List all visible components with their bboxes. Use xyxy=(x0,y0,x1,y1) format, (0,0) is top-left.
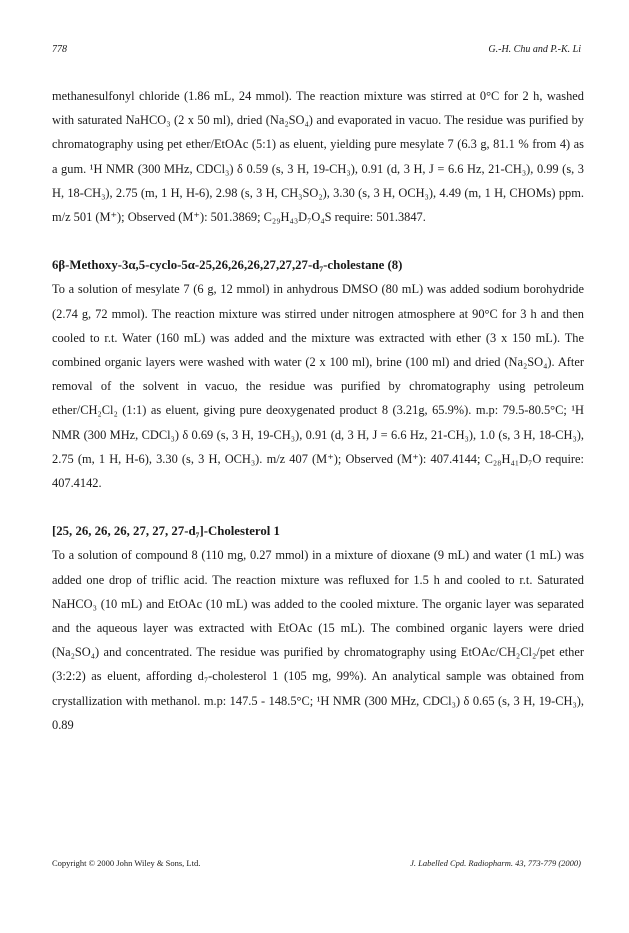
spacer xyxy=(52,495,584,507)
heading-cholesterol-1: [25, 26, 26, 26, 27, 27, 27-d₇]-Cholesterol 1 xyxy=(52,524,280,539)
paragraph-cholesterol-1: To a solution of compound 8 (110 mg, 0.27 mmol) in a mixture of dioxane (9 mL) and water (1 mL) was added one drop of triflic acid. The reaction mixture was refluxed for 1.5 h and cooled to r.t. Saturated NaHCO₃ (10 mL) and EtOAc (10 mL) was added to the cooled mixture. The organic layer was separated and the aqueous layer was extracted with EtOAc (15 mL). The combined organic layers were dried (Na₂SO₄) and concentrated. The residue was purified by chromatography using EtOAc/CH₂Cl₂/pet ether (3:2:2) as eluent, affording d₇-cholesterol 1 (105 mg, 99%). An analytical sample was obtained from crystallization with methanol. m.p: 147.5 - 148.5°C; ¹H NMR (300 MHz, CDCl₃) δ 0.65 (s, 3 H, 19-CH₃), 0.89 xyxy=(52,548,584,732)
page-number: 778 xyxy=(52,44,67,55)
journal-citation: J. Labelled Cpd. Radiopharm. 43, 773-779 (2000) xyxy=(410,858,581,868)
running-authors: G.-H. Chu and P.-K. Li xyxy=(488,44,581,55)
copyright-notice: Copyright © 2000 John Wiley & Sons, Ltd. xyxy=(52,858,201,868)
paragraph-compound-8: To a solution of mesylate 7 (6 g, 12 mmol) in anhydrous DMSO (80 mL) was added sodium borohydride (2.74 g, 72 mmol). The reaction mixture was stirred under nitrogen atmosphere at 90°C for 3 h and then cooled to r.t. Water (160 mL) was added and the mixture was extracted with ether (3 x 150 mL). The combined organic layers were washed with water (2 x 100 ml), brine (100 ml) and dried (Na₂SO₄). After removal of the solvent in vacuo, the residue was purified by chromatography using petroleum ether/CH₂Cl₂ (1:1) as eluent, giving pure deoxygenated product 8 (3.21g, 65.9%). m.p: 79.5-80.5°C; ¹H NMR (300 MHz, CDCl₃) δ 0.69 (s, 3 H, 19-CH₃), 0.91 (d, 3 H, J = 6.6 Hz, 21-CH₃), 1.0 (s, 3 H, 18-CH₃), 2.75 (m, 1 H, H-6), 3.30 (s, 3 H, OCH₃). m/z 407 (M⁺); Observed (M⁺): 407.4144; C₂₈H₄₁D₇O require: 407.4142. xyxy=(52,282,584,491)
paragraph-mesylate: methanesulfonyl chloride (1.86 mL, 24 mmol). The reaction mixture was stirred at 0°C for 2 h, washed with saturated NaHCO₃ (2 x 50 ml), dried (Na₂SO₄) and evaporated in vacuo. The residue was purified by chromatography using pet ether/EtOAc (5:1) as eluent, yielding pure mesylate 7 (6.3 g, 81.1 % from 4) as a gum. ¹H NMR (300 MHz, CDCl₃) δ 0.59 (s, 3 H, 19-CH₃), 0.91 (d, 3 H, J = 6.6 Hz, 21-CH₃), 0.99 (s, 3 H, 18-CH₃), 2.75 (m, 1 H, H-6), 2.98 (s, 3 H, CH₃SO₂), 3.30 (s, 3 H, OCH₃), 4.49 (m, 1 H, CHOMs) ppm. m/z 501 (M⁺); Observed (M⁺): 501.3869; C₂₉H₄₃D₇O₄S require: 501.3847. xyxy=(52,89,584,225)
page-footer xyxy=(52,858,581,872)
running-header xyxy=(52,44,581,60)
spacer xyxy=(52,229,584,241)
body-text xyxy=(52,84,584,737)
heading-compound-8: 6β-Methoxy-3α,5-cyclo-5α-25,26,26,26,27,27,27-d₇-cholestane (8) xyxy=(52,258,403,273)
